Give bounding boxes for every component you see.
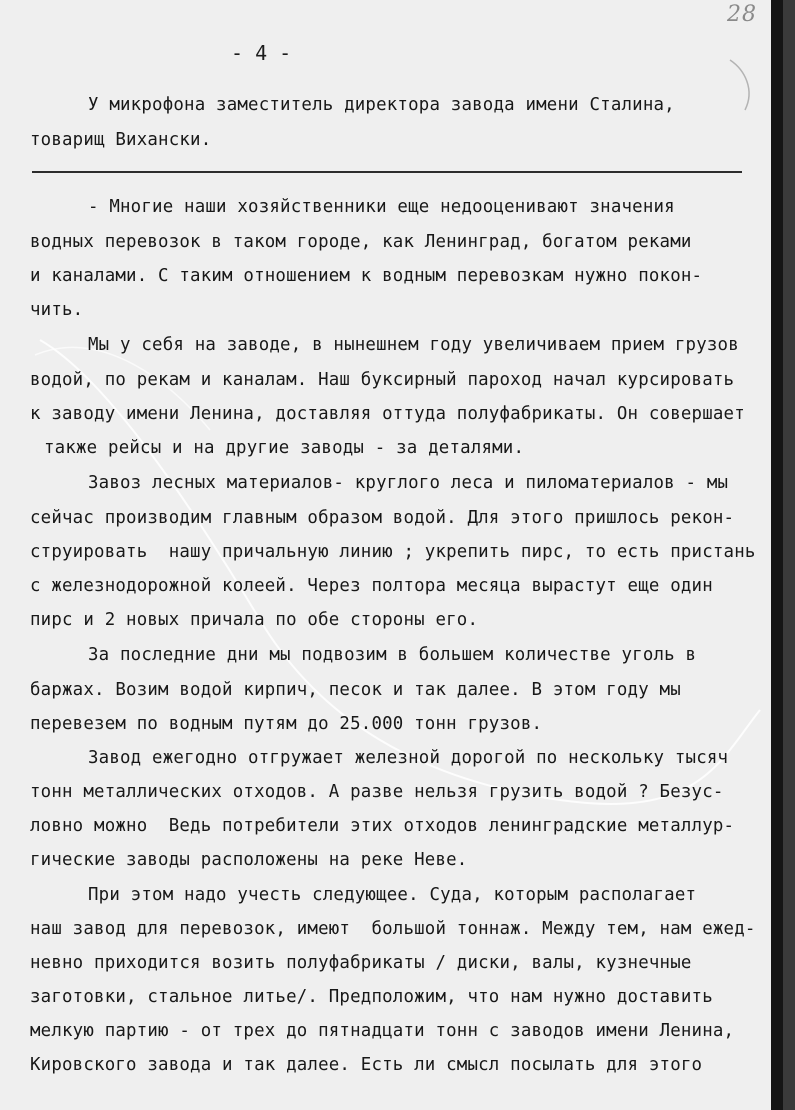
body-line: чить.	[30, 300, 84, 320]
body-line: Завод ежегодно отгружает железной дорогой по нескольку тысяч	[88, 748, 729, 768]
body-line: мелкую партию - от трех до пятнадцати тонн с заводов имени Ленина,	[30, 1021, 735, 1041]
intro-line-2: товарищ Вихански.	[30, 130, 212, 150]
body-line: ловно можно Ведь потребители этих отходов ленинградские металлур-	[30, 816, 735, 836]
body-line: также рейсы и на другие заводы - за деталями.	[44, 438, 525, 458]
body-line: наш завод для перевозок, имеют большой тоннаж. Между тем, нам ежед-	[30, 919, 756, 939]
body-line: к заводу имени Ленина, доставляя оттуда полуфабрикаты. Он совершает	[30, 404, 745, 424]
intro-line-1: У микрофона заместитель директора завода имени Сталина,	[88, 95, 675, 115]
body-line: гические заводы расположены на реке Неве.	[30, 850, 468, 870]
body-line: невно приходится возить полуфабрикаты / диски, валы, кузнечные	[30, 953, 692, 973]
body-line: водных перевозок в таком городе, как Ленинград, богатом реками	[30, 232, 692, 252]
body-line: Кировского завода и так далее. Есть ли смысл посылать для этого	[30, 1055, 703, 1075]
body-line: За последние дни мы подвозим в большем количестве уголь в	[88, 645, 697, 665]
archive-page-mark: 28	[727, 2, 757, 27]
body-line: струировать нашу причальную линию ; укрепить пирс, то есть пристань	[30, 542, 756, 562]
body-line: тонн металлических отходов. А разве нельзя грузить водой ? Безус-	[30, 782, 724, 802]
body-line: баржах. Возим водой кирпич, песок и так далее. В этом году мы	[30, 680, 681, 700]
body-line: с железнодорожной колеей. Через полтора месяца вырастут еще один	[30, 576, 713, 596]
body-line: водой, по рекам и каналам. Наш буксирный пароход начал курсировать	[30, 370, 735, 390]
body-line: Мы у себя на заводе, в нынешнем году увеличиваем прием грузов	[88, 335, 739, 355]
body-line: При этом надо учесть следующее. Суда, которым располагает	[88, 885, 697, 905]
body-line: перевезем по водным путям до 25.000 тонн грузов.	[30, 714, 543, 734]
separator-line	[32, 171, 742, 173]
body-line: Завоз лесных материалов- круглого леса и пиломатериалов - мы	[88, 473, 729, 493]
scan-dark-edge	[771, 0, 783, 1110]
page-number: - 4 -	[231, 41, 292, 65]
body-line: заготовки, стальное литье/. Предположим, что нам нужно доставить	[30, 987, 713, 1007]
body-line: пирс и 2 новых причала по обе стороны его.	[30, 610, 479, 630]
body-line: - Многие наши хозяйственники еще недооценивают значения	[88, 197, 675, 217]
body-line: сейчас производим главным образом водой. Для этого пришлось рекон-	[30, 508, 735, 528]
body-line: и каналами. С таким отношением к водным перевозкам нужно покон-	[30, 266, 703, 286]
